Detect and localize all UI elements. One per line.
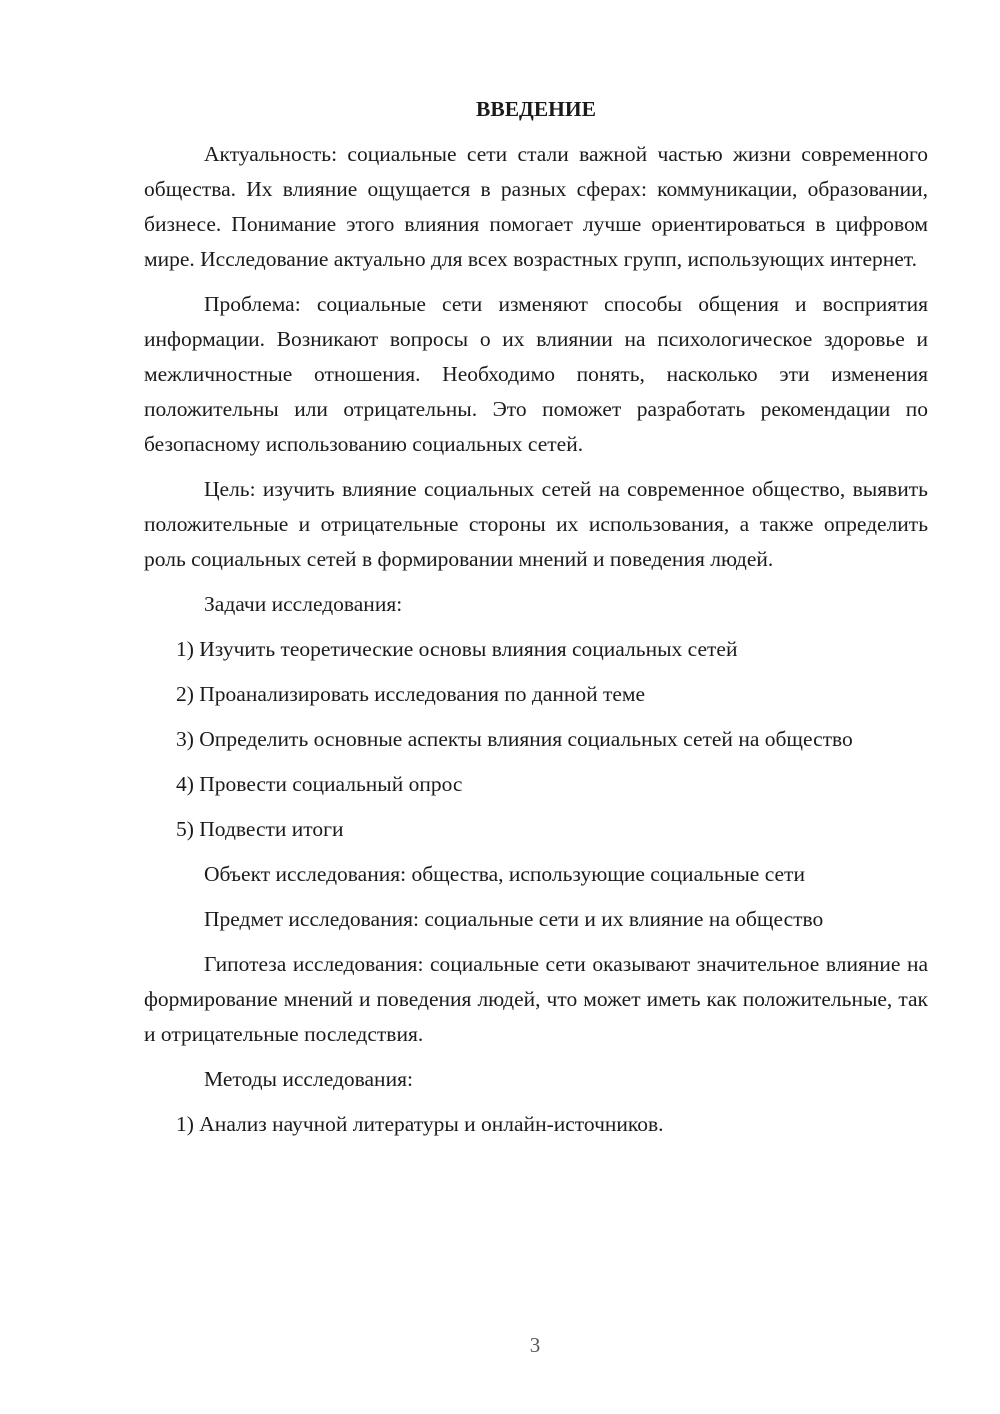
task-item: 5) Подвести итоги: [176, 817, 344, 841]
method-item: 1) Анализ научной литературы и онлайн-источников.: [176, 1112, 664, 1136]
task-item: 4) Провести социальный опрос: [176, 772, 463, 796]
section-title: ВВЕДЕНИЕ: [476, 97, 596, 121]
relevance-paragraph: Актуальность: социальные сети стали важной частью жизни современного общества. Их влияние ощущается в разных сферах: коммуникации, образовании, бизнесе. Понимание этого влияния помогает лучше ориентироваться в цифровом мире. Исследование актуально для всех возрастных групп, использующих интернет.: [144, 142, 928, 271]
tasks-heading: Задачи исследования:: [204, 592, 403, 616]
document-page: [144, 92, 928, 1152]
object-line: Объект исследования: общества, использующие социальные сети: [204, 862, 805, 886]
task-item: 2) Проанализировать исследования по данной теме: [176, 682, 646, 706]
goal-paragraph: Цель: изучить влияние социальных сетей на современное общество, выявить положительные и отрицательные стороны их использования, а также определить роль социальных сетей в формировании мнений и поведения людей.: [144, 477, 928, 571]
subject-line: Предмет исследования: социальные сети и их влияние на общество: [204, 907, 824, 931]
task-item: 1) Изучить теоретические основы влияния социальных сетей: [176, 637, 738, 661]
task-item: 3) Определить основные аспекты влияния социальных сетей на общество: [176, 727, 853, 751]
hypothesis-paragraph: Гипотеза исследования: социальные сети оказывают значительное влияние на формирование мнений и поведения людей, что может иметь как положительные, так и отрицательные последствия.: [144, 952, 928, 1046]
methods-heading: Методы исследования:: [204, 1067, 413, 1091]
problem-paragraph: Проблема: социальные сети изменяют способы общения и восприятия информации. Возникают вопросы о их влиянии на психологическое здоровье и межличностные отношения. Необходимо понять, насколько эти изменения положительны или отрицательны. Это поможет разработать рекомендации по безопасному использованию социальных сетей.: [144, 292, 928, 456]
page-number: 3: [529, 1333, 541, 1357]
